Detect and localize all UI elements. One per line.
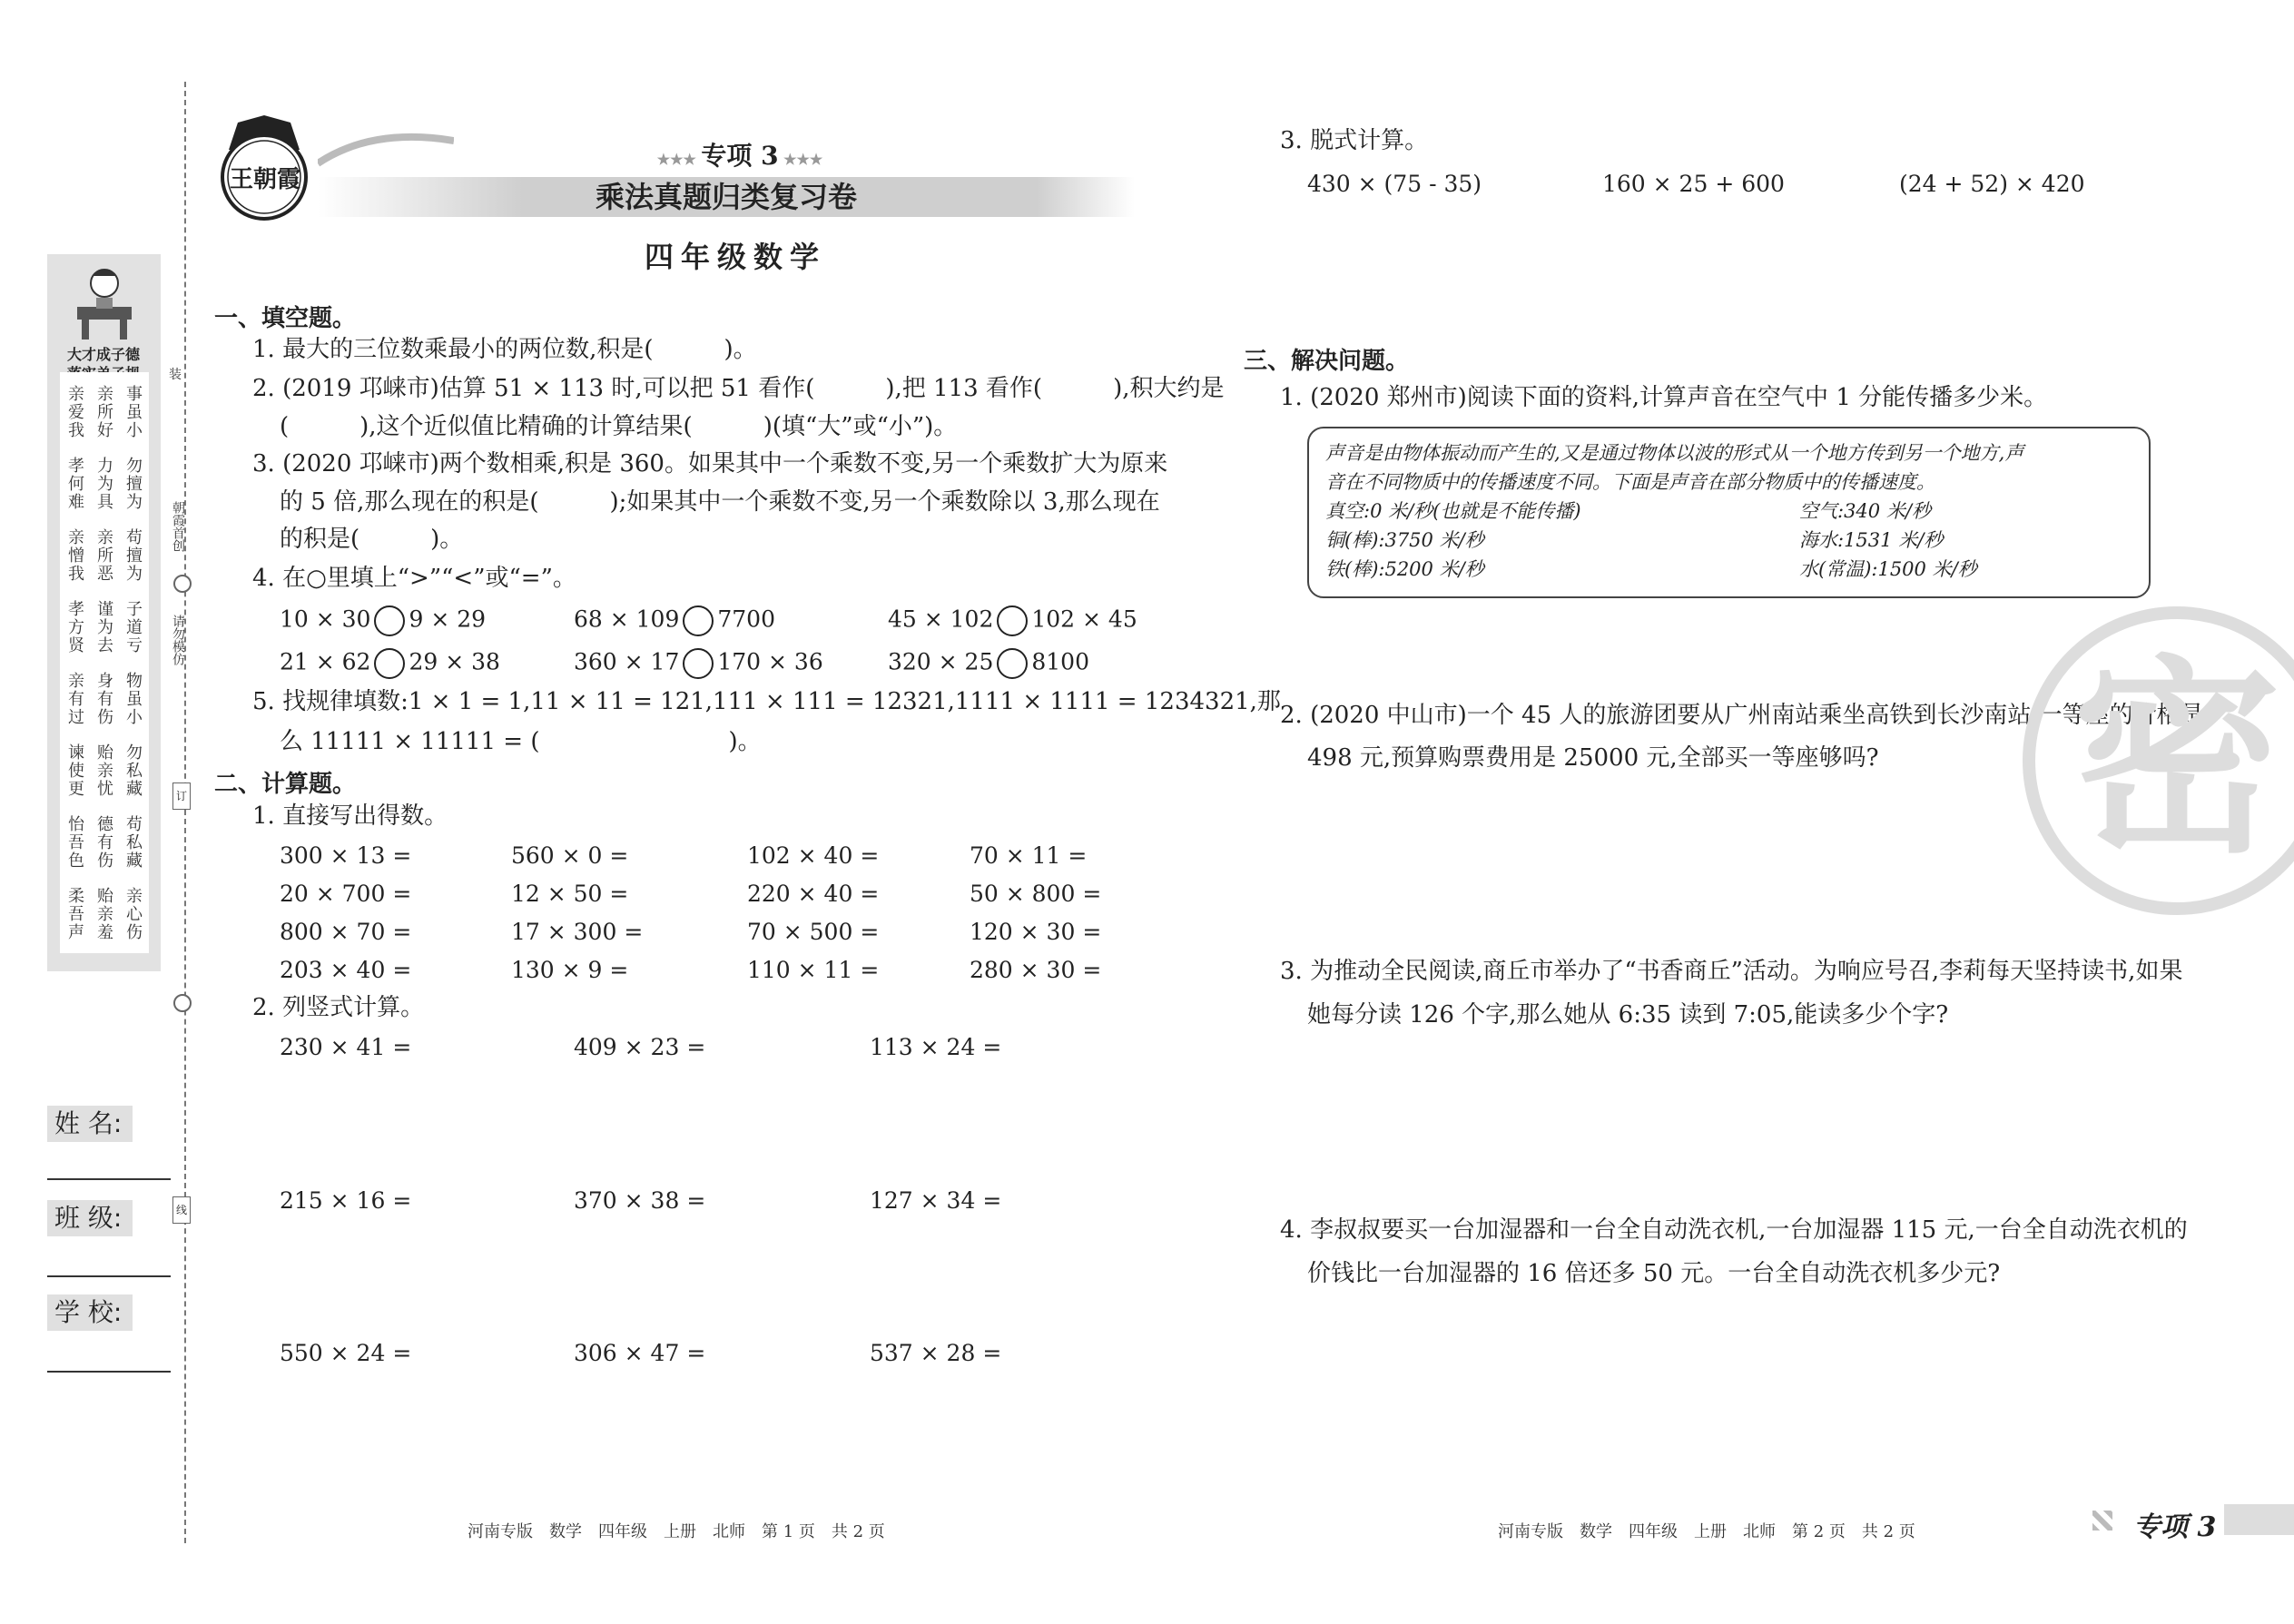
corner-tag-text: 专项 3 <box>2133 1511 2217 1543</box>
answer-circle[interactable] <box>683 648 714 679</box>
student-illustration <box>73 263 136 343</box>
reference-note-box <box>1307 427 2151 598</box>
vertical-tag-ding: 订 <box>172 782 191 810</box>
star-icon: ★★★ <box>656 151 702 168</box>
question-3-3-line1: 3. 为推动全民阅读,商丘市举办了“书香商丘”活动。为响应号召,李莉每天坚持读书,如果 <box>1280 958 2183 985</box>
oral-calc-item: 50 × 800 = <box>970 881 1102 907</box>
oral-calc-item: 130 × 9 = <box>511 957 629 983</box>
corner-tag <box>2088 1500 2294 1543</box>
oral-calc-item: 800 × 70 = <box>280 919 412 945</box>
question-3-3-line2: 她每分读 126 个字,那么她从 6:35 读到 7:05,能读多少个字? <box>1307 1001 1949 1029</box>
vertical-label-zhuang: 装 <box>169 368 182 382</box>
question-3-4-line1: 4. 李叔叔要买一台加湿器和一台全自动洗衣机,一台加湿器 115 元,一台全自动洗衣机的 <box>1280 1216 2188 1244</box>
question-1-3-line1: 3. (2020 邛崃市)两个数相乘,积是 360。如果其中一个乘数不变,另一个乘数扩大为原来 <box>252 450 1168 477</box>
vertical-calc-item: 537 × 28 = <box>870 1340 1002 1366</box>
footer-page-1: 河南专版 数学 四年级 上册 北师 第 1 页 共 2 页 <box>468 1522 885 1541</box>
question-1-3-line2: 的 5 倍,那么现在的积是( );如果其中一个乘数不变,另一个乘数除以 3,那么现在 <box>280 488 1160 516</box>
poem-column: 力为具 <box>97 457 113 512</box>
poem-column: 亲有过 <box>68 672 84 727</box>
oral-calc-item: 203 × 40 = <box>280 957 412 983</box>
oral-calc-item: 70 × 11 = <box>970 842 1088 869</box>
binding-ring <box>173 994 192 1012</box>
question-2-3: 3. 脱式计算。 <box>1280 127 1429 154</box>
oral-calc-item: 110 × 11 = <box>747 957 880 983</box>
question-1-1: 1. 最大的三位数乘最小的两位数,积是( )。 <box>252 336 757 363</box>
poem-column: 亲所好 <box>97 385 113 440</box>
question-1-2-line1: 2. (2019 邛崃市)估算 51 × 113 时,可以把 51 看作( ),把 113 看作( ),积大约是 <box>252 375 1225 402</box>
series-label <box>635 136 844 172</box>
poem-column: 勿擅为 <box>126 457 143 512</box>
comparison-item: 45 × 102 102 × 45 <box>888 605 1137 636</box>
name-label: 姓 名: <box>47 1106 133 1142</box>
poem-column: 亲心伤 <box>126 887 143 942</box>
question-1-2-line2: ( ),这个近似值比精确的计算结果( )(填“大”或“小”)。 <box>280 413 958 440</box>
poem-column: 孝何难 <box>68 457 84 512</box>
series-text: 专项 3 <box>701 141 779 171</box>
speed-left: 铁(棒):5200 米/秒 <box>1325 558 1484 580</box>
question-3-4-line2: 价钱比一台加湿器的 16 倍还多 50 元。一台全自动洗衣机多少元? <box>1307 1260 2001 1287</box>
section-title-problems: 三、解决问题。 <box>1244 348 1410 375</box>
ribbon-decoration <box>318 123 454 177</box>
oral-calc-item: 120 × 30 = <box>970 919 1102 945</box>
speed-right: 水(常温):1500 米/秒 <box>1799 558 1977 580</box>
class-label: 班 级: <box>47 1200 133 1236</box>
corner-squares <box>2092 1511 2112 1530</box>
poem-column: 亲憎我 <box>68 528 84 584</box>
comparison-item: 68 × 109 7700 <box>574 605 775 636</box>
question-3-2-line2: 498 元,预算购票费用是 25000 元,全部买一等座够吗? <box>1307 744 1879 772</box>
vertical-calc-item: 127 × 34 = <box>870 1187 1002 1214</box>
vertical-calc-item: 550 × 24 = <box>280 1340 412 1366</box>
speed-left: 铜(棒):3750 米/秒 <box>1325 529 1484 551</box>
comparison-item: 360 × 17 170 × 36 <box>574 648 823 679</box>
brand-logo <box>211 113 318 221</box>
star-icon: ★★★ <box>778 151 823 168</box>
binding-ring <box>173 575 192 593</box>
question-3-2-line1: 2. (2020 中山市)一个 45 人的旅游团要从广州南站乘坐高铁到长沙南站,一等座的价格是 <box>1280 702 2204 729</box>
oral-calc-item: 12 × 50 = <box>511 881 629 907</box>
page-title: 乘法真题归类复习卷 <box>595 180 857 214</box>
vertical-label-nocopy: 请勿模仿 <box>171 615 185 665</box>
corner-tag-bar <box>2224 1504 2294 1535</box>
poem-column: 德有伤 <box>97 815 113 871</box>
poem-column: 身有伤 <box>97 672 113 727</box>
poem-column: 苟擅为 <box>126 528 143 584</box>
poem-column: 苟私藏 <box>126 815 143 871</box>
vertical-calc-item: 306 × 47 = <box>574 1340 706 1366</box>
vertical-calc-item: 409 × 23 = <box>574 1034 706 1060</box>
speed-right: 空气:340 米/秒 <box>1799 500 1931 522</box>
question-2-2: 2. 列竖式计算。 <box>252 994 425 1021</box>
vertical-calc-item: 370 × 38 = <box>574 1187 706 1214</box>
section-title-fill: 一、填空题。 <box>214 305 357 332</box>
speed-left: 真空:0 米/秒(也就是不能传播) <box>1325 500 1581 522</box>
poem-column: 勿私藏 <box>126 743 143 799</box>
class-line[interactable] <box>47 1275 171 1277</box>
poem-column: 孝方贤 <box>68 600 84 655</box>
section-title-calc: 二、计算题。 <box>214 771 357 798</box>
answer-circle[interactable] <box>374 605 405 636</box>
oral-calc-item: 17 × 300 = <box>511 919 644 945</box>
poem-column: 贻亲忧 <box>97 743 113 799</box>
oral-calc-item: 102 × 40 = <box>747 842 880 869</box>
oral-calc-item: 280 × 30 = <box>970 957 1102 983</box>
comparison-item: 21 × 62 29 × 38 <box>280 648 500 679</box>
oral-calc-item: 220 × 40 = <box>747 881 880 907</box>
footer-page-2: 河南专版 数学 四年级 上册 北师 第 2 页 共 2 页 <box>1498 1522 1915 1541</box>
comparison-item: 320 × 25 8100 <box>888 648 1089 679</box>
vertical-calc-item: 230 × 41 = <box>280 1034 412 1060</box>
vertical-calc-item: 113 × 24 = <box>870 1034 1002 1060</box>
page-subtitle: 四年级数学 <box>644 240 826 274</box>
poem-column: 亲爱我 <box>68 385 84 440</box>
brand-name: 王朝霞 <box>229 166 300 193</box>
school-line[interactable] <box>47 1371 171 1373</box>
speed-right: 海水:1531 米/秒 <box>1799 529 1944 551</box>
poem-column: 亲所恶 <box>97 528 113 584</box>
comparison-item: 10 × 30 9 × 29 <box>280 605 486 636</box>
answer-circle[interactable] <box>997 648 1028 679</box>
question-1-4: 4. 在○里填上“>”“<”或“=”。 <box>252 565 576 592</box>
poem-column: 物虽小 <box>126 672 143 727</box>
question-2-1: 1. 直接写出得数。 <box>252 802 448 830</box>
stepwise-calc-item: (24 + 52) × 420 <box>1899 171 2085 197</box>
poem-column: 谨为去 <box>97 600 113 655</box>
question-1-3-line3: 的积是( )。 <box>280 526 464 553</box>
motto-text: 大才成子德 <box>66 346 140 363</box>
answer-circle[interactable] <box>683 605 714 636</box>
vertical-label-first: 朝霞首创 <box>171 501 185 552</box>
poem-column: 柔吾声 <box>68 887 84 942</box>
watermark-glyph: 密 <box>2072 639 2281 881</box>
poem-column: 子道亏 <box>126 600 143 655</box>
stepwise-calc-item: 430 × (75 - 35) <box>1307 171 1482 197</box>
poem-column: 谏使更 <box>68 743 84 799</box>
question-1-5-line1: 5. 找规律填数:1 × 1 = 1,11 × 11 = 121,111 × 111 = 12321,1111 × 1111 = 1234321,那 <box>252 688 1281 715</box>
question-1-5-line2: 么 11111 × 11111 = ( )。 <box>280 728 762 755</box>
poem-column: 事虽小 <box>126 385 143 440</box>
question-3-1: 1. (2020 郑州市)阅读下面的资料,计算声音在空气中 1 分能传播多少米。 <box>1280 384 2048 411</box>
name-line[interactable] <box>47 1178 171 1180</box>
poem-column: 贻亲羞 <box>97 887 113 942</box>
oral-calc-item: 560 × 0 = <box>511 842 629 869</box>
oral-calc-item: 20 × 700 = <box>280 881 412 907</box>
stepwise-calc-item: 160 × 25 + 600 <box>1602 171 1785 197</box>
binding-line <box>184 82 186 1543</box>
confidential-watermark <box>2023 606 2294 915</box>
answer-circle[interactable] <box>374 648 405 679</box>
answer-circle[interactable] <box>997 605 1028 636</box>
oral-calc-item: 70 × 500 = <box>747 919 880 945</box>
note-line: 声音是由物体振动而产生的,又是通过物体以波的形式从一个地方传到另一个地方,声 <box>1325 442 2024 464</box>
oral-calc-item: 300 × 13 = <box>280 842 412 869</box>
school-label: 学 校: <box>47 1294 133 1331</box>
poem-column: 怡吾色 <box>68 815 84 871</box>
vertical-tag-xian: 线 <box>172 1196 191 1224</box>
note-line: 音在不同物质中的传播速度不同。下面是声音在部分物质中的传播速度。 <box>1325 471 1935 493</box>
vertical-calc-item: 215 × 16 = <box>280 1187 412 1214</box>
